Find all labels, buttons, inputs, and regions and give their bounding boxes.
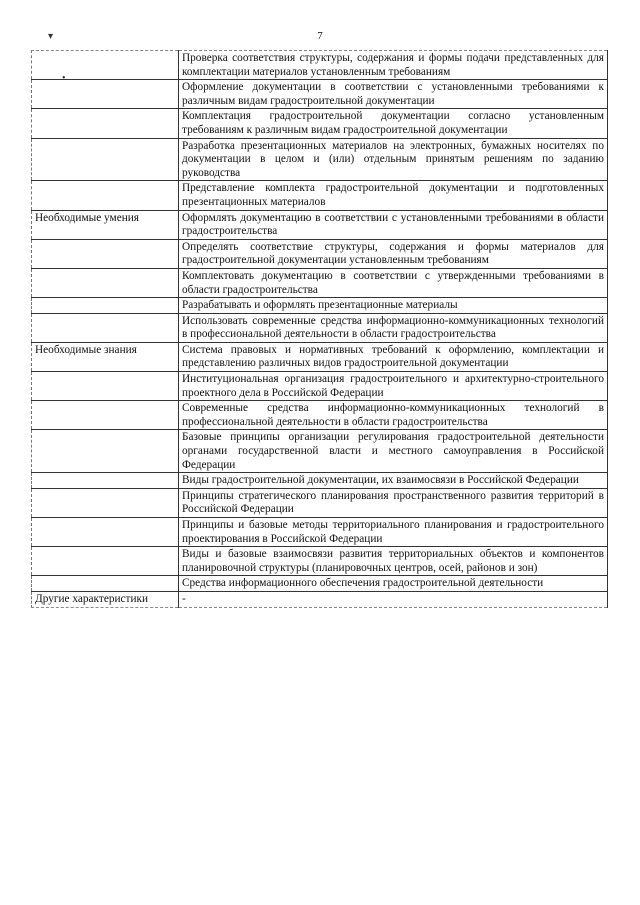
row-text: Принципы стратегического планирования пространственного развития территорий в Российской Федерации [179, 488, 608, 517]
row-label [32, 518, 179, 547]
row-label [32, 298, 179, 314]
row-text: Комплектовать документацию в соответствии с утвержденными требованиями в области градостроительства [179, 268, 608, 297]
row-label [32, 268, 179, 297]
row-text: - [179, 591, 608, 607]
table-row [32, 268, 608, 297]
competency-table [31, 50, 608, 608]
scan-mark: ▾ [48, 31, 54, 42]
row-label [32, 473, 179, 489]
row-text: Оформлять документацию в соответствии с установленными требованиями в области градостроительства [179, 210, 608, 239]
row-text: Виды и базовые взаимосвязи развития территориальных объектов и компонентов планировочной структуры (планировочных центров, осей, районов и зон) [179, 547, 608, 576]
row-label [32, 401, 179, 430]
row-label [32, 80, 179, 109]
row-label [32, 430, 179, 473]
row-label [32, 239, 179, 268]
row-text: Современные средства информационно-коммуникационных технологий в профессиональной деятельности в области градостроительства [179, 401, 608, 430]
table-row [32, 298, 608, 314]
row-label-skills: Необходимые умения [32, 210, 179, 239]
table-row [32, 488, 608, 517]
row-text: Разработка презентационных материалов на электронных, бумажных носителях по документации в целом и (или) отдельным принятым решениям по заданию руководства [179, 138, 608, 181]
row-label [32, 372, 179, 401]
row-text: Институциональная организация градостроительного и архитектурно-строительного проектного дела в Российской Федерации [179, 372, 608, 401]
row-text: Использовать современные средства информационно-коммуникационных технологий в профессиональной деятельности в области градостроительства [179, 313, 608, 342]
scan-mark: • [62, 73, 66, 84]
row-label-knowledge: Необходимые знания [32, 342, 179, 371]
table-row [32, 138, 608, 181]
table-row [32, 313, 608, 342]
table-row [32, 591, 608, 607]
table-row [32, 342, 608, 371]
row-text: Средства информационного обеспечения градостроительной деятельности [179, 576, 608, 592]
row-label [32, 576, 179, 592]
table-row [32, 430, 608, 473]
row-label [32, 138, 179, 181]
table-row [32, 547, 608, 576]
row-label [32, 181, 179, 210]
row-text: Виды градостроительной документации, их взаимосвязи в Российской Федерации [179, 473, 608, 489]
page-number: 7 [317, 30, 323, 42]
table-row [32, 473, 608, 489]
table-row [32, 51, 608, 80]
table-row [32, 239, 608, 268]
table-row [32, 109, 608, 138]
row-label [32, 488, 179, 517]
row-label [32, 51, 179, 80]
row-text: Система правовых и нормативных требований к оформлению, комплектации и представлению различных видов градостроительной документации [179, 342, 608, 371]
row-text: Принципы и базовые методы территориального планирования и градостроительного проектирования в Российской Федерации [179, 518, 608, 547]
row-label [32, 313, 179, 342]
row-text: Представление комплекта градостроительной документации и подготовленных презентационных материалов [179, 181, 608, 210]
row-label [32, 109, 179, 138]
row-label-other: Другие характеристики [32, 591, 179, 607]
table-row [32, 372, 608, 401]
row-text: Комплектация градостроительной документации согласно установленным требованиям к различным видам градостроительной документации [179, 109, 608, 138]
row-text: Базовые принципы организации регулирования градостроительной деятельности органами государственной власти и местного самоуправления в Российской Федерации [179, 430, 608, 473]
row-label [32, 547, 179, 576]
table-row [32, 181, 608, 210]
table-row [32, 210, 608, 239]
row-text: Оформление документации в соответствии с установленными требованиями к различным видам градостроительной документации [179, 80, 608, 109]
row-text: Разрабатывать и оформлять презентационные материалы [179, 298, 608, 314]
table-row [32, 576, 608, 592]
row-text: Проверка соответствия структуры, содержания и формы подачи представленных для комплектации материалов установленным требованиям [179, 51, 608, 80]
row-text: Определять соответствие структуры, содержания и формы материалов для градостроительной документации установленным требованиям [179, 239, 608, 268]
table-row [32, 80, 608, 109]
table-row [32, 401, 608, 430]
table-row [32, 518, 608, 547]
